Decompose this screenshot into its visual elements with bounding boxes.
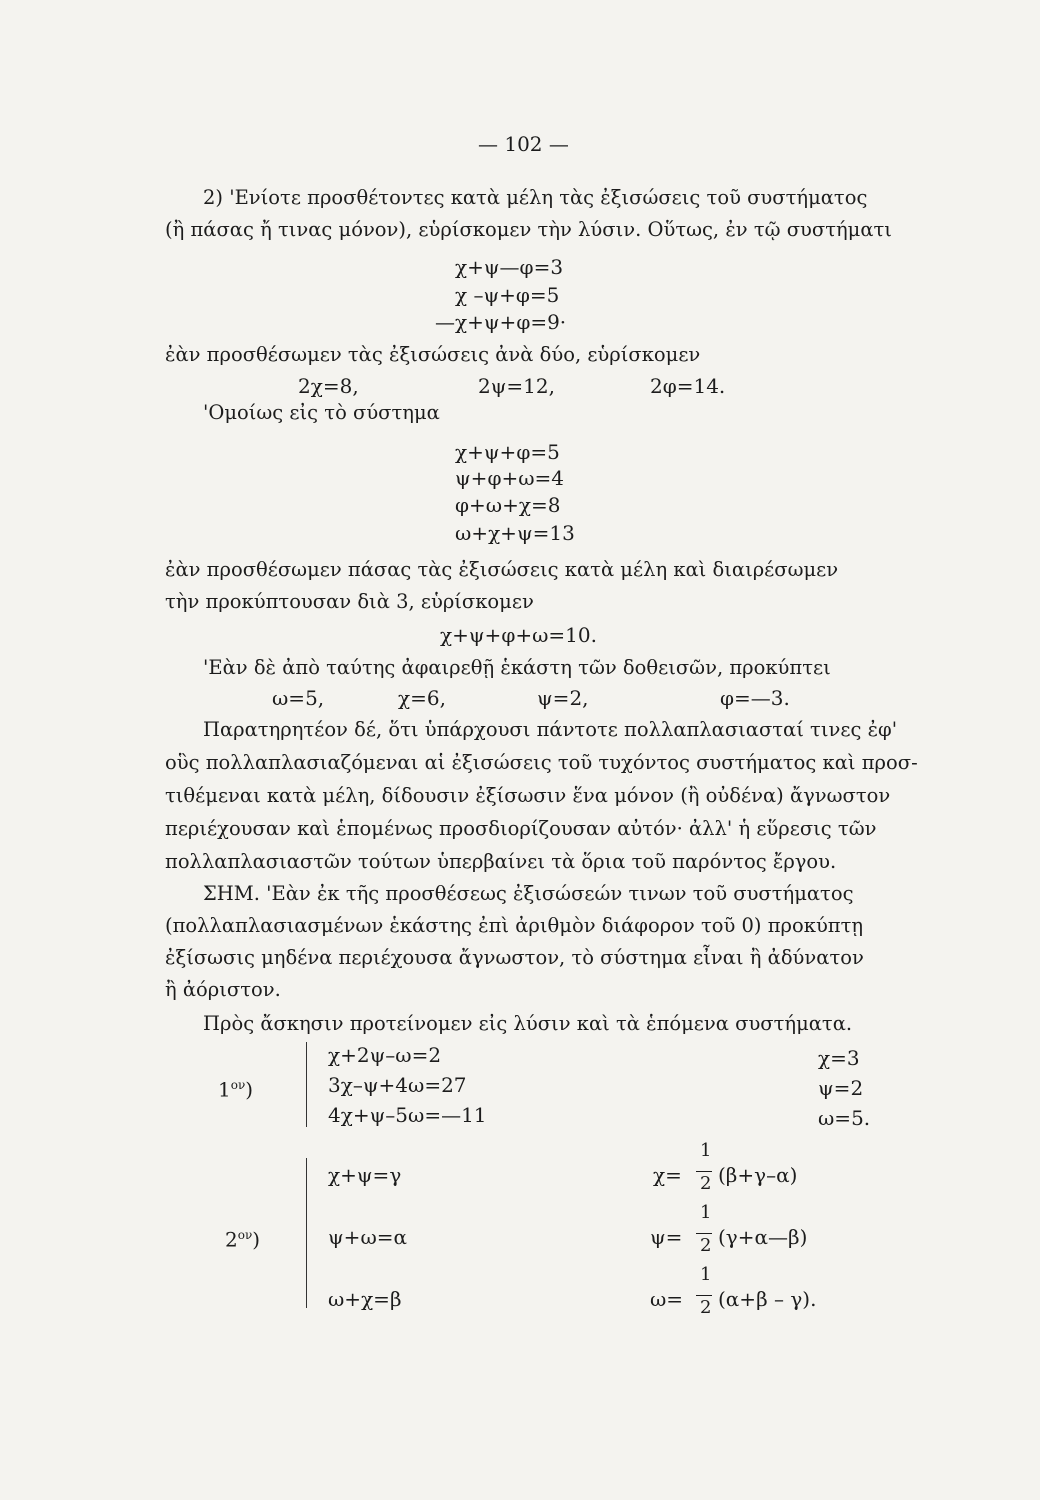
answer: χ=3 <box>818 1046 860 1070</box>
equation: χ+2ψ–ω=2 <box>328 1043 442 1067</box>
fraction-denominator: 2 <box>700 1235 712 1256</box>
exercise-label: $2^{o\nu}$) <box>225 1227 261 1252</box>
equation: χ+ψ—φ=3 <box>455 255 564 279</box>
exercise-intro: Πρὸς ἄσκησιν προτείνομεν εἰς λύσιν καὶ τὰ ἑπόμενα συστήματα. <box>203 1012 853 1035</box>
fraction-bar <box>696 1295 712 1296</box>
paragraph-line: 'Ομοίως εἰς τὸ σύστημα <box>203 401 440 424</box>
page-number: — 102 — <box>478 132 569 156</box>
brace <box>306 1042 307 1127</box>
paragraph-line: ἐὰν προσθέσωμεν πάσας τὰς ἐξισώσεις κατὰ μέλη καὶ διαιρέσωμεν <box>165 558 839 581</box>
result-value: ψ=2, <box>537 686 589 710</box>
paragraph-line: τιθέμεναι κατὰ μέλη, δίδουσιν ἐξίσωσιν ἕνα μόνον (ἢ οὐδένα) ἄγνωστον <box>165 784 891 807</box>
equation: ψ+φ+ω=4 <box>455 466 564 490</box>
note-line: (πολλαπλασιασμένων ἑκάστης ἐπὶ ἀριθμὸν διάφορον τοῦ 0) προκύπτῃ <box>165 914 864 937</box>
answer-rhs: (γ+α—β) <box>718 1225 808 1249</box>
result-value: ω=5, <box>272 686 325 710</box>
brace <box>306 1158 307 1308</box>
equation: —χ+ψ+φ=9· <box>435 310 567 334</box>
equation: χ –ψ+φ=5 <box>455 283 560 307</box>
equation: χ+ψ=γ <box>328 1163 402 1187</box>
answer-rhs: (β+γ–α) <box>718 1163 798 1187</box>
paragraph-line: (ἢ πάσας ἤ τινας μόνον), εὑρίσκομεν τὴν λύσιν. Οὕτως, ἐν τῷ συστήματι <box>165 218 892 241</box>
result-value: χ=6, <box>398 686 446 710</box>
answer: ψ=2 <box>818 1076 864 1100</box>
fraction-denominator: 2 <box>700 1173 712 1194</box>
fraction-numerator: 1 <box>700 1140 712 1161</box>
note-line: ἐξίσωσις μηδένα περιέχουσα ἄγνωστον, τὸ σύστημα εἶναι ἢ ἀδύνατον <box>165 946 864 969</box>
equation: ω+χ=β <box>328 1287 402 1311</box>
equation: ω+χ+ψ=13 <box>455 521 575 545</box>
result-value: 2ψ=12, <box>478 374 555 398</box>
answer-rhs: (α+β – γ). <box>718 1287 817 1311</box>
paragraph-line: 'Εὰν δὲ ἀπὸ ταύτης ἀφαιρεθῇ ἑκάστη τῶν δοθεισῶν, προκύπτει <box>203 656 831 679</box>
result-value: 2χ=8, <box>298 374 359 398</box>
answer-lhs: ψ= <box>650 1225 683 1249</box>
paragraph-line: περιέχουσαν καὶ ἑπομένως προσδιορίζουσαν αὐτόν· ἀλλ' ἡ εὕρεσις τῶν <box>165 817 877 840</box>
equation: 4χ+ψ–5ω=—11 <box>328 1103 487 1127</box>
equation: 3χ–ψ+4ω=27 <box>328 1073 467 1097</box>
fraction-denominator: 2 <box>700 1297 712 1318</box>
fraction-bar <box>696 1233 712 1234</box>
note-line: ΣΗΜ. 'Εὰν ἐκ τῆς προσθέσεως ἐξισώσεών τινων τοῦ συστήματος <box>203 882 854 905</box>
paragraph-line: τὴν προκύπτουσαν διὰ 3, εὑρίσκομεν <box>165 590 534 613</box>
equation: χ+ψ+φ=5 <box>455 440 560 464</box>
result-value: 2φ=14. <box>650 374 726 398</box>
paragraph-line: ἐὰν προσθέσωμεν τὰς ἐξισώσεις ἀνὰ δύο, εὑρίσκομεν <box>165 343 701 366</box>
fraction-numerator: 1 <box>700 1202 712 1223</box>
exercise-label: $1^{o\nu}$) <box>218 1077 254 1102</box>
note-line: ἢ ἀόριστον. <box>165 978 281 1001</box>
answer-lhs: ω= <box>650 1287 684 1311</box>
fraction-numerator: 1 <box>700 1264 712 1285</box>
paragraph-line: πολλαπλασιαστῶν τούτων ὑπερβαίνει τὰ ὅρια τοῦ παρόντος ἔργου. <box>165 850 837 873</box>
equation: ψ+ω=α <box>328 1225 408 1249</box>
fraction-bar <box>696 1171 712 1172</box>
equation: χ+ψ+φ+ω=10. <box>440 623 597 647</box>
paragraph-line: οὓς πολλαπλασιαζόμεναι αἱ ἐξισώσεις τοῦ τυχόντος συστήματος καὶ προσ- <box>165 751 918 774</box>
result-value: φ=—3. <box>720 686 790 710</box>
paragraph-line: Παρατηρητέον δέ, ὅτι ὑπάρχουσι πάντοτε πολλαπλασιασταί τινες ἐφ' <box>203 718 898 741</box>
answer: ω=5. <box>818 1106 871 1130</box>
equation: φ+ω+χ=8 <box>455 493 561 517</box>
answer-lhs: χ= <box>653 1163 682 1187</box>
paragraph-line: 2) 'Ενίοτε προσθέτοντες κατὰ μέλη τὰς ἐξισώσεις τοῦ συστήματος <box>203 186 868 209</box>
